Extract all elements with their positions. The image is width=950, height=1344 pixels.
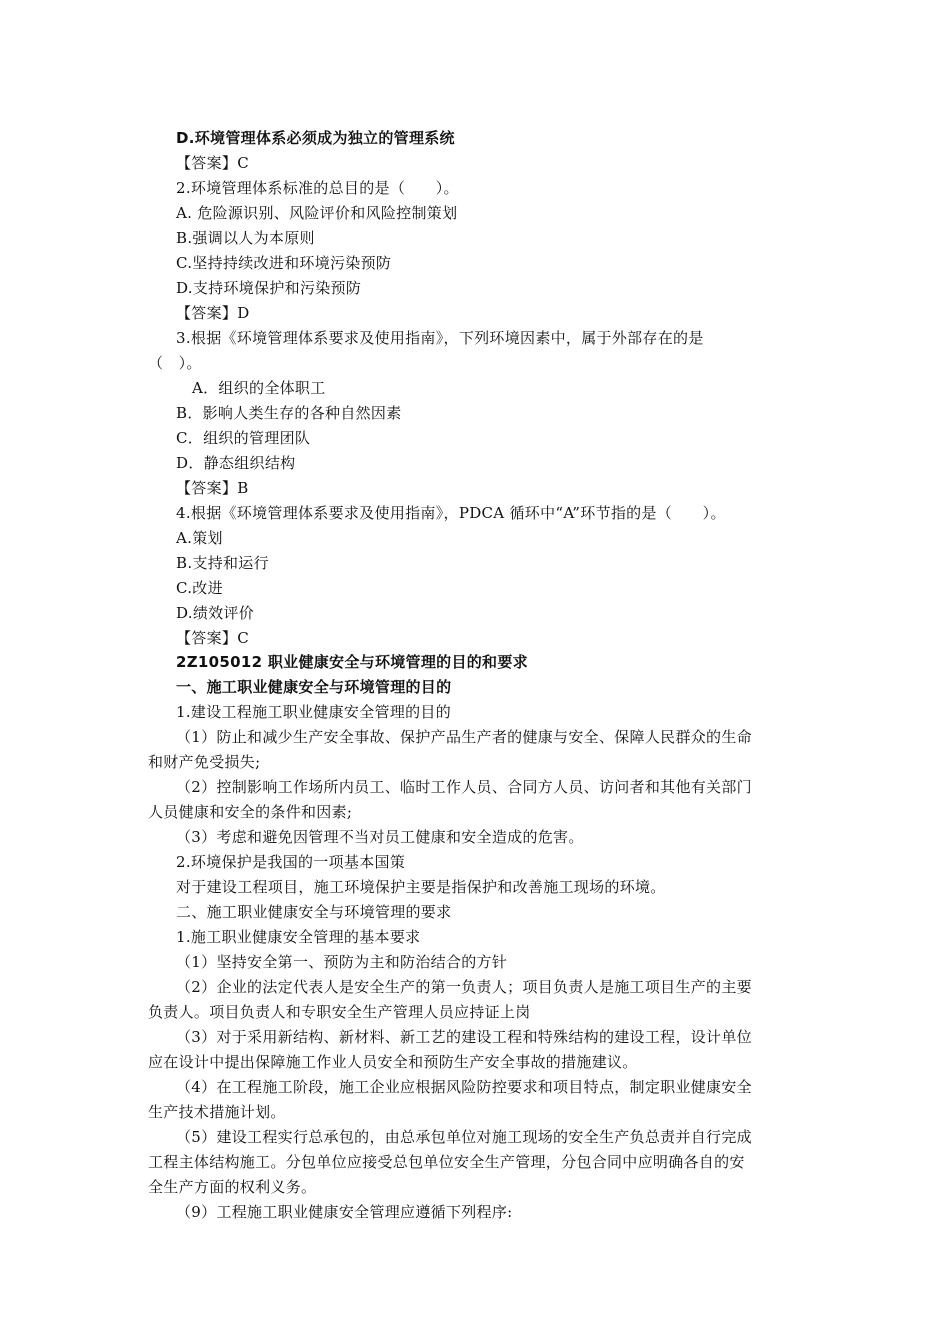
paragraph: （1）坚持安全第一、预防为主和防治结合的方针 <box>176 953 508 971</box>
option-b-q2: B.强调以人为本原则 <box>176 229 315 247</box>
answer-q4: 【答案】C <box>176 629 249 647</box>
paragraph: 和财产免受损失; <box>148 753 261 771</box>
option-d-q4: D.绩效评价 <box>176 604 255 622</box>
paragraph: 负责人。项目负责人和专职安全生产管理人员应持证上岗 <box>148 1003 531 1021</box>
option-a-q2: A. 危险源识别、风险评价和风险控制策划 <box>176 204 458 222</box>
option-d-q3: D．静态组织结构 <box>176 454 296 472</box>
paragraph: （4）在工程施工阶段，施工企业应根据风险防控要求和项目特点，制定职业健康安全 <box>176 1078 752 1096</box>
paragraph: 对于建设工程项目，施工环境保护主要是指保护和改善施工现场的环境。 <box>176 878 666 896</box>
paragraph: （3）考虑和避免因管理不当对员工健康和安全造成的危害。 <box>176 828 584 846</box>
paragraph: 应在设计中提出保障施工作业人员安全和预防生产安全事故的措施建议。 <box>148 1053 638 1071</box>
question-2: 2.环境管理体系标准的总目的是（ ）。 <box>176 179 459 197</box>
paragraph: 工程主体结构施工。分包单位应接受总包单位安全生产管理，分包合同中应明确各自的安 <box>148 1153 745 1171</box>
answer-q1: 【答案】C <box>176 154 249 172</box>
option-c-q4: C.改进 <box>176 579 223 597</box>
paragraph: （5）建设工程实行总承包的，由总承包单位对施工现场的安全生产负总责并自行完成 <box>176 1128 752 1146</box>
question-3: 3.根据《环境管理体系要求及使用指南》，下列环境因素中，属于外部存在的是 <box>176 329 704 347</box>
option-c-q2: C.坚持持续改进和环境污染预防 <box>176 254 392 272</box>
option-b-q4: B.支持和运行 <box>176 554 269 572</box>
paragraph: 人员健康和安全的条件和因素; <box>148 803 353 821</box>
paragraph: （2）企业的法定代表人是安全生产的第一负责人；项目负责人是施工项目生产的主要 <box>176 978 752 996</box>
option-b-q3: B．影响人类生存的各种自然因素 <box>176 404 402 422</box>
question-4: 4.根据《环境管理体系要求及使用指南》，PDCA 循环中“A”环节指的是（ ）。 <box>176 504 726 522</box>
paragraph: （1）防止和减少生产安全事故、保护产品生产者的健康与安全、保障人民群众的生命 <box>176 728 752 746</box>
answer-q3: 【答案】B <box>176 479 249 497</box>
subheading-1: 一、施工职业健康安全与环境管理的目的 <box>176 678 452 696</box>
paragraph: （9）工程施工职业健康安全管理应遵循下列程序: <box>176 1203 513 1221</box>
subheading-2: 二、施工职业健康安全与环境管理的要求 <box>176 903 452 921</box>
paragraph: 2.环境保护是我国的一项基本国策 <box>176 853 406 871</box>
option-a-q4: A.策划 <box>176 529 223 547</box>
option-a-q3: A．组织的全体职工 <box>192 379 326 397</box>
section-heading: 2Z105012 职业健康安全与环境管理的目的和要求 <box>176 653 528 671</box>
paragraph: 1.建设工程施工职业健康安全管理的目的 <box>176 703 452 721</box>
paragraph: 1.施工职业健康安全管理的基本要求 <box>176 928 421 946</box>
option-d-q1: D.环境管理体系必须成为独立的管理系统 <box>176 129 455 147</box>
question-3-cont: （ ）。 <box>148 354 202 372</box>
option-c-q3: C．组织的管理团队 <box>176 429 311 447</box>
paragraph: 生产技术措施计划。 <box>148 1103 286 1121</box>
paragraph: 全生产方面的权利义务。 <box>148 1178 317 1196</box>
option-d-q2: D.支持环境保护和污染预防 <box>176 279 362 297</box>
paragraph: （3）对于采用新结构、新材料、新工艺的建设工程和特殊结构的建设工程，设计单位 <box>176 1028 752 1046</box>
paragraph: （2）控制影响工作场所内员工、临时工作人员、合同方人员、访问者和其他有关部门 <box>176 778 752 796</box>
answer-q2: 【答案】D <box>176 304 250 322</box>
